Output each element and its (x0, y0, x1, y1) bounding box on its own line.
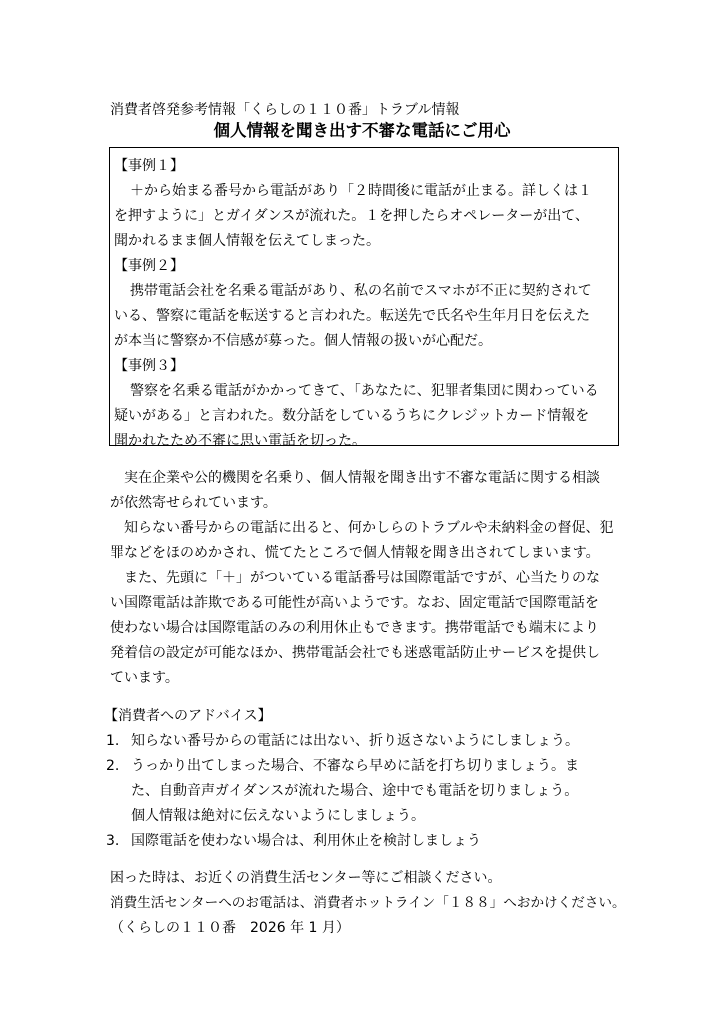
advice-line: 知らない番号からの電話には出ない、折り返さないようにしましょう。 (131, 733, 579, 749)
source-header: 消費者啓発参考情報「くらしの１１０番」トラブル情報 (110, 102, 460, 118)
advice-line: 個人情報は絶対に伝えないようにしましょう。 (131, 808, 425, 824)
case-1-line: を押すように」とガイダンスが流れた。１を押したらオペレーターが出て、 (114, 208, 590, 224)
case-3-label: 【事例３】 (114, 358, 184, 374)
footer-line: 困った時は、お近くの消費生活センター等にご相談ください。 (110, 870, 502, 886)
advice-line: 国際電話を使わない場合は、利用休止を検討しましょう (131, 833, 481, 849)
case-3-line: 聞かれたため不審に思い電話を切った。 (114, 433, 366, 449)
body-line: 発着信の設定が可能なほか、携帯電話会社でも迷惑電話防止サービスを提供し (110, 645, 600, 661)
advice-line: うっかり出てしまった場合、不審なら早めに話を打ち切りましょう。ま (131, 758, 579, 774)
case-2-line: いる、警察に電話を転送すると言われた。転送先で氏名や生年月日を伝えた (114, 308, 590, 324)
body-line: 罪などをほのめかされ、慌てたところで個人情報を聞き出されてしまいます。 (110, 545, 600, 561)
case-2-label: 【事例２】 (114, 258, 184, 274)
footer-line: 消費生活センターへのお電話は、消費者ホットライン「１８８」へおかけください。 (110, 895, 626, 911)
case-1-line: ＋から始まる番号から電話があり「２時間後に電話が止まる。詳しくは１ (130, 183, 592, 199)
case-2-line: 携帯電話会社を名乗る電話があり、私の名前でスマホが不正に契約されて (130, 283, 592, 299)
case-3-line: 疑いがある」と言われた。数分話をしているうちにクレジットカード情報を (114, 408, 590, 424)
advice-number: 2. (106, 758, 120, 774)
advice-number: 3. (106, 833, 120, 849)
body-line: 知らない番号からの電話に出ると、何かしらのトラブルや未納料金の督促、犯 (124, 520, 614, 536)
body-line: が依然寄せられています。 (110, 495, 277, 511)
footer-date: （くらしの１１０番 2026 年 1 月） (110, 920, 350, 936)
body-line: い国際電話は詐欺である可能性が高いようです。なお、固定電話で国際電話を (110, 595, 599, 611)
body-line: ています。 (110, 670, 179, 686)
case-1-label: 【事例１】 (114, 158, 184, 174)
case-1-line: 聞かれるまま個人情報を伝えてしまった。 (114, 233, 380, 249)
case-3-line: 警察を名乗る電話がかかってきて、「あなたに、犯罪者集団に関わっている (130, 383, 599, 399)
advice-number: 1. (106, 733, 120, 749)
advice-heading: 【消費者へのアドバイス】 (104, 708, 272, 724)
body-line: また、先頭に「＋」がついている電話番号は国際電話ですが、心当たりのな (124, 570, 600, 586)
body-line: 実在企業や公的機関を名乗り、個人情報を聞き出す不審な電話に関する相談 (124, 470, 600, 486)
advice-line: た、自動音声ガイダンスが流れた場合、途中でも電話を切りましょう。 (131, 783, 579, 799)
body-line: 使わない場合は国際電話のみの利用休止もできます。携帯電話でも端末により (110, 620, 599, 636)
page-title: 個人情報を聞き出す不審な電話にご用心 (213, 121, 511, 140)
case-2-line: が本当に警察か不信感が募った。個人情報の扱いが心配だ。 (114, 333, 492, 349)
